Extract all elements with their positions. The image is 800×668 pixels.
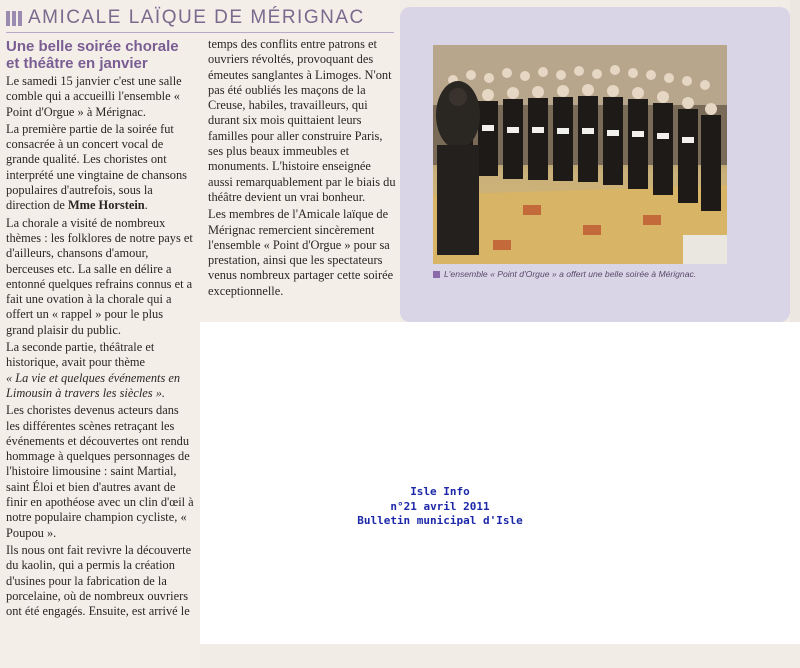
caption-marker-icon [433,271,440,278]
caption-text: L'ensemble « Point d'Orgue » a offert une belle soirée à Mérignac. [444,269,697,279]
paragraph [6,122,194,214]
blank-overlay [200,322,800,644]
issue-number: n°21 avril 2011 [390,499,490,513]
header-rule [6,32,394,33]
paragraph-text: La seconde partie, théâtrale et historique, avait pour thème [6,340,155,370]
article-headline: Une belle soirée chorale et théâtre en janvier [6,38,179,72]
choir-photo [433,45,727,264]
publication-info [340,485,540,529]
photo-panel [400,7,790,322]
paragraph: temps des conflits entre patrons et ouvriers révoltés, provoquant des émeutes sanglantes à Limoges. N'ont pas été oubliés les maçons de la Creuse, habiles, travailleurs, qui durant six mois quittaient leurs familles pour aller construire Paris, ses plus beaux immeubles et monuments. L'histoire enseignée aussi remarquablement par le biais du théâtre devient un vrai bonheur. [208,37,396,204]
paragraph: Les choristes devenus acteurs dans les différentes scènes retraçant les événements et découvertes ont rendu hommage à quelques personnages de l'histoire limousine : saint Martial, saint Éloi et bien d'autres avant de finir en apothéose avec un clin d'œil à notre populaire champion cycliste, « Poupou ». [6,403,194,540]
paragraph: Ils nous ont fait revivre la découverte du kaolin, qui a permis la création d'usines pour la fabrication de la porcelaine, où de nombreux ouvriers ont été engagés. Ensuite, est arrivé le [6,542,192,619]
paragraph: La chorale a visité de nombreux thèmes : les folklores de notre pays et d'ailleurs, chansons d'amour, berceuses etc. La salle en délire a entonné quelques refrains connus et a fait une ovation à la chorale qui a offert un « rappel » pour le plus grand plaisir du public. [6,215,193,337]
article-column-2 [208,37,398,301]
section-header [6,7,365,29]
article-column-1 [6,74,194,621]
page-edge [790,0,800,322]
paragraph-text: . [144,198,148,213]
paragraph: Le samedi 15 janvier c'est une salle comble qui a accueilli l'ensemble « Point d'Orgue » à Mérignac. [6,74,182,119]
paragraph [6,340,194,401]
theme-title: « La vie et quelques événements en Limousin à travers les siècles ». [6,370,181,400]
paragraph-text: La première partie de la soirée fut consacrée à un concert vocal de grande qualité. Les choristes ont interprété une vingtaine de chansons populaires d'autrefois, sous la direction de [6,121,187,213]
section-title: AMICALE LAÏQUE DE MÉRIGNAC [28,7,365,28]
choir-photo-illustration [433,45,727,264]
publication-name: Isle Info [410,485,470,498]
bulletin-title: Bulletin municipal d'Isle [357,514,523,527]
header-bars-decoration [6,11,22,26]
photo-caption [433,269,773,279]
conductor-name: Mme Horstein [67,198,145,213]
paragraph: Les membres de l'Amicale laïque de Mérignac remercient sincèrement l'ensemble « Point d'Orgue » pour sa prestation, ainsi que les spectateurs venus nombreux partager cette soirée exceptionnelle. [208,207,394,298]
